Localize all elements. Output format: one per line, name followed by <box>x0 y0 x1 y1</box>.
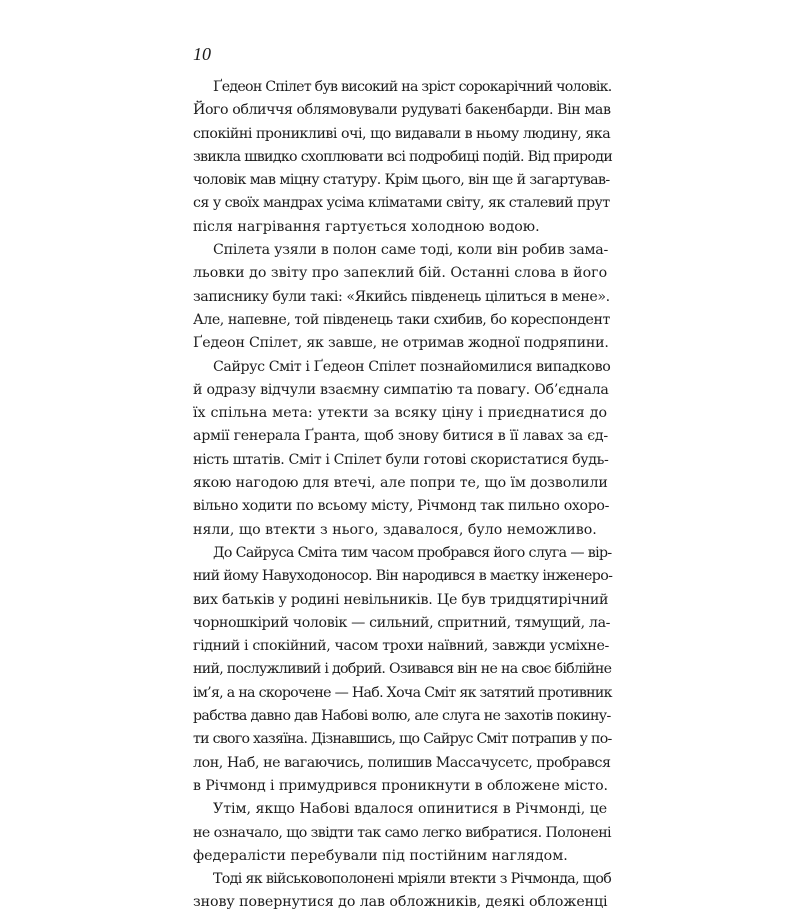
text-line: ім’я, а на скорочене — Наб. Хоча Сміт як затятий противник <box>193 684 612 701</box>
text-line: Його обличчя облямовували рудуваті бакенбарди. Він мав <box>193 102 611 119</box>
text-line: гідний і спокійний, часом трохи наївний, завжди усміхне- <box>193 638 609 655</box>
text-line: спокійні проникливі очі, що видавали в ньому людину, яка <box>193 125 611 142</box>
text-line: в Річмонд і примудрився проникнути в обложене місто. <box>193 777 608 794</box>
body-text <box>193 76 613 915</box>
text-line: й одразу відчули взаємну симпатію та повагу. Об’єднала <box>193 381 609 398</box>
text-line: рабства давно дав Набові волю, але слуга не захотів покину- <box>193 708 611 725</box>
text-line: Утім, якщо Набові вдалося опинитися в Річмонді, це <box>213 801 608 818</box>
text-line: Спілета узяли в полон саме тоді, коли він робив зама- <box>213 242 609 259</box>
text-line: звикла швидко схоплювати всі подробиці подій. Від природи <box>193 148 613 165</box>
text-line: вих батьків у родині невільників. Це був тридцятирічний <box>193 591 609 608</box>
text-line: записнику були такі: «Якийсь південець цілиться в мене». <box>193 288 610 305</box>
text-line: льовки до звіту про запеклий бій. Останні слова в його <box>193 265 608 282</box>
text-line: після нагрівання гартується холодною водою. <box>193 218 540 235</box>
text-line: ність штатів. Сміт і Спілет були готові скористатися будь- <box>193 451 609 468</box>
text-line: Але, напевне, той південець таки схибив, бо кореспондент <box>193 311 610 328</box>
text-line: Сайрус Сміт і Ґедеон Спілет познайомилися випадково <box>213 358 611 375</box>
text-line: знову повернутися до лав обложників, деякі обложенці <box>193 894 608 911</box>
text-line: Тоді як військовополонені мріяли втекти з Річмонда, щоб <box>213 871 612 888</box>
text-line: лон, Наб, не вагаючись, полишив Массачусетс, пробрався <box>193 754 611 771</box>
text-line: чоловік мав міцну статуру. Крім цього, він ще й загартував- <box>193 172 610 189</box>
text-line: Ґедеон Спілет, як завше, не отримав жодної подряпини. <box>193 335 609 352</box>
text-line: До Сайруса Сміта тим часом пробрався його слуга — вір- <box>213 544 612 561</box>
text-line: ний, послужливий і добрий. Озивався він не на своє біблійне <box>193 661 612 678</box>
text-line: армії генерала Ґранта, щоб знову битися в її лавах за єд- <box>193 428 608 445</box>
text-line: ти свого хазяїна. Дізнавшись, що Сайрус Сміт потрапив у по- <box>193 731 612 748</box>
text-line: чорношкірий чоловік — сильний, спритний, тямущий, ла- <box>193 614 611 631</box>
text-line: вільно ходити по всьому місту, Річмонд так пильно охоро- <box>193 498 610 515</box>
text-line: Ґедеон Спілет був високий на зріст сорокарічний чоловік. <box>213 79 612 95</box>
text-line: ний йому Навуходоносор. Він народився в маєтку інженеро- <box>193 568 613 585</box>
text-line: якою нагодою для втечі, але попри те, що їм дозволили <box>193 475 608 492</box>
text-line: ся у своїх мандрах усіма кліматами світу, як сталевий прут <box>193 195 610 212</box>
text-line: няли, що втекти з нього, здавалося, було неможливо. <box>193 521 597 538</box>
text-line: їх спільна мета: утекти за всяку ціну і приєднатися до <box>193 405 607 422</box>
text-line: не означало, що звідти так само легко вибратися. Полонені <box>193 824 611 841</box>
page-number: 10 <box>193 44 211 64</box>
text-line: федералісти перебували під постійним наглядом. <box>193 847 568 864</box>
